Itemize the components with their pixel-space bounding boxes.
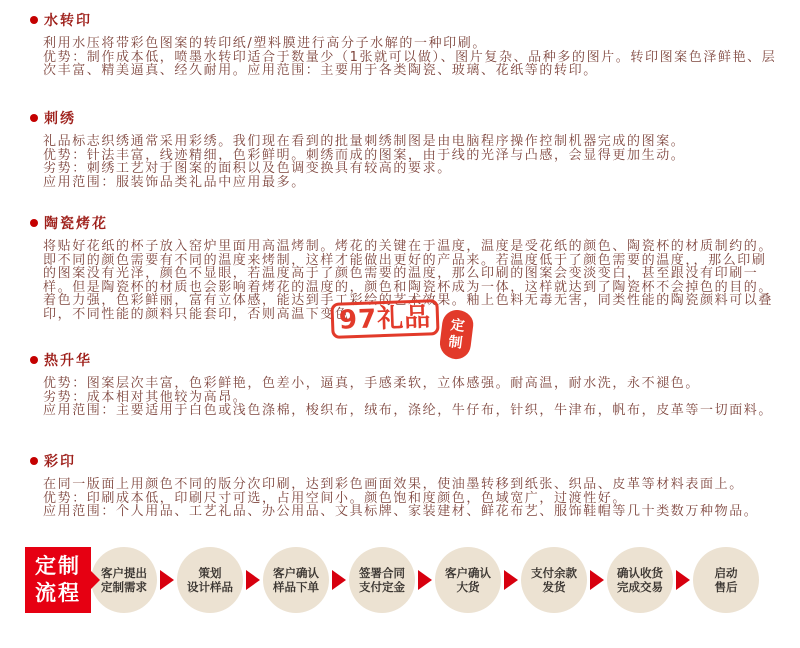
arrow-right-icon: [246, 570, 260, 590]
process-step-2: [177, 547, 243, 613]
section-heading: [30, 10, 778, 30]
process-flow-label-line1: 定制: [35, 554, 81, 578]
section-title: 彩印: [44, 454, 76, 470]
step-label-line1: 客户提出: [101, 565, 147, 580]
process-step-3: [263, 547, 329, 613]
arrow-right-icon: [418, 570, 432, 590]
paragraph: 将贴好花纸的杯子放入窑炉里面用高温烤制。烤花的关键在于温度，温度是受花纸的颜色、陶瓷杯的材质制约的。即不同的颜色需要有不同的温度来烤制，这样才能做出更好的产品来。若温度低于了颜色需要的温度，，那么印刷的图案没有光泽，颜色不显眼，若温度高于了颜色需要的温度，那么印刷的图案会变淡变白，甚至跟没有印刷一样。但是陶瓷杯的材质也会影响着烤花的温度的，颜色和陶瓷杯成为一体，这样就达到了陶瓷杯不会掉色的目的。着色力强，色彩鲜丽，富有立体感，能达到手工彩绘的艺术效果。釉上色料无毒无害，同类性能的陶瓷颜料可以叠印，不同性能的颜料只能套印，否则高温下变色。: [43, 239, 774, 322]
process-step-6: [521, 547, 587, 613]
bullet-icon: [30, 356, 38, 364]
bullet-icon: [30, 219, 38, 227]
step-label-line2: 大货: [456, 580, 480, 594]
arrow-right-icon: [590, 570, 604, 590]
process-flow-label: [25, 547, 91, 613]
process-step-8: [693, 547, 759, 613]
section-color-printing: [30, 451, 778, 519]
paragraph: 应用范围：个人用品、工艺礼品、办公用品、文具标牌、家装建材、鲜花布艺、服饰鞋帽等几十类数万种物品。: [43, 504, 759, 519]
section-thermal-sublimation: [30, 350, 778, 418]
section-title: 刺绣: [44, 111, 76, 127]
bullet-icon: [30, 114, 38, 122]
process-step-7: [607, 547, 673, 613]
section-heading: [30, 213, 778, 233]
paragraph: 劣势：成本相对其他较为高昂。: [43, 389, 248, 405]
seal-char-bottom: 制: [447, 333, 464, 352]
section-title: 水转印: [44, 13, 92, 29]
section-heading: [30, 451, 778, 471]
customization-process-flow: [25, 547, 759, 613]
section-title: 热升华: [44, 353, 92, 369]
arrow-right-icon: [676, 570, 690, 590]
section-heading: [30, 108, 778, 128]
section-body: [43, 478, 778, 519]
step-label-line1: 策划: [198, 565, 222, 580]
process-flow-label-line2: 流程: [35, 581, 81, 605]
process-step-4: [349, 547, 415, 613]
step-label-line1: 支付余款: [531, 565, 577, 580]
process-step-1: [91, 547, 157, 613]
bullet-icon: [30, 457, 38, 465]
process-step-5: [435, 547, 501, 613]
section-embroidery: [30, 108, 778, 189]
arrow-right-icon: [504, 570, 518, 590]
paragraph: 优势：图案层次丰富，色彩鲜艳，色差小，逼真，手感柔软，立体感强。耐高温，耐水洗，永不褪色。: [43, 376, 701, 391]
section-body: [43, 37, 778, 78]
step-label-line1: 启动: [714, 565, 738, 580]
section-body: [43, 377, 778, 418]
paragraph: 利用水压将带彩色图案的转印纸/塑料膜进行高分子水解的一种印刷。: [43, 36, 487, 51]
paragraph: 应用范围：主要适用于白色或浅色涤棉，梭织布，绒布，涤纶，牛仔布，针织，牛津布，帆布，皮革等一切面料。: [43, 403, 774, 418]
arrow-right-icon: [160, 570, 174, 590]
step-label-line2: 完成交易: [617, 580, 663, 594]
section-water-transfer: [30, 10, 778, 78]
step-label-line1: 客户确认: [445, 565, 491, 580]
paragraph: 在同一版面上用颜色不同的版分次印刷，达到彩色画面效果，使油墨转移到纸张、织品、皮革等材料表面上。: [43, 477, 744, 492]
step-label-line1: 客户确认: [273, 565, 319, 580]
arrow-right-icon: [332, 570, 346, 590]
paragraph: 劣势：刺绣工艺对于图案的面积以及色调变换具有较高的要求。: [43, 161, 452, 176]
step-label-line2: 定制需求: [101, 580, 147, 594]
step-label-line2: 设计样品: [187, 580, 233, 594]
step-label-line2: 样品下单: [273, 580, 319, 594]
step-label-line2: 支付定金: [359, 580, 405, 594]
step-label-line1: 签署合同: [359, 565, 405, 580]
paragraph: 优势：针法丰富，线迹精细，色彩鲜明。刺绣而成的图案，由于线的光泽与凸感，会显得更加生动。: [43, 147, 686, 163]
bullet-icon: [30, 16, 38, 24]
step-label-line2: 售后: [714, 580, 738, 594]
section-title: 陶瓷烤花: [44, 216, 108, 232]
paragraph: 应用范围：服装饰品类礼品中应用最多。: [43, 174, 306, 190]
step-label-line2: 发货: [542, 580, 566, 594]
section-heading: [30, 350, 778, 370]
paragraph: 礼品标志织绣通常采用彩绣。我们现在看到的批量刺绣制图是由电脑程序操作控制机器完成的图案。: [43, 134, 686, 149]
paragraph: 优势：制作成本低，喷墨水转印适合于数量少（1张就可以做）、图片复杂、品种多的图片。转印图案色泽鲜艳、层次丰富、精美逼真、经久耐用。应用范围：主要用于各类陶瓷、玻璃、花纸等的转印。: [43, 49, 777, 78]
step-label-line1: 确认收货: [617, 565, 663, 580]
seal-char-top: 定: [449, 316, 466, 335]
section-body: [43, 135, 778, 189]
brand-watermark: 97礼品: [330, 299, 439, 339]
paragraph: 优势：印刷成本低，印刷尺寸可选，占用空间小。颜色饱和度颜色，色域宽广，过渡性好。: [43, 490, 628, 506]
